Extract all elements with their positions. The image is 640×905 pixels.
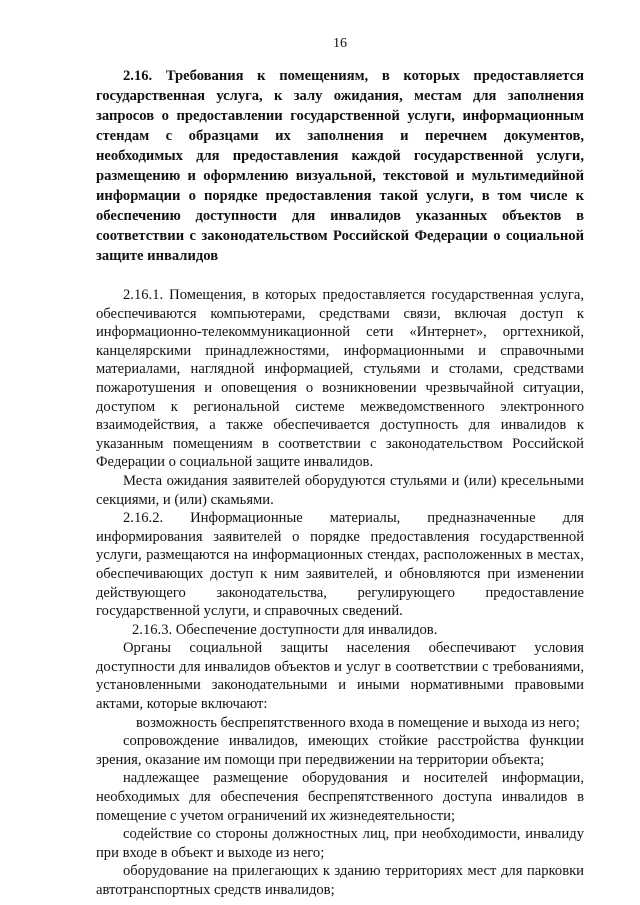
page-number: 16 xyxy=(333,36,347,51)
list-item: сопровождение инвалидов, имеющих стойкие расстройства функции зрения, оказание им помощи при передвижении на территории объекта; xyxy=(96,733,584,768)
list-item: оборудование на прилегающих к зданию территориях мест для парковки автотранспортных средств инвалидов; xyxy=(96,863,584,898)
paragraph-2-16-3: 2.16.3. Обеспечение доступности для инвалидов. xyxy=(132,621,438,638)
paragraph-waiting-places: Места ожидания заявителей оборудуются стульями и (или) кресельными секциями, и (или) скамьями. xyxy=(96,472,584,508)
list-item: содействие со стороны должностных лиц, при необходимости, инвалиду при входе в объект и выходе из него; xyxy=(96,826,584,861)
list-item: надлежащее размещение оборудования и носителей информации, необходимых для обеспечения беспрепятственного доступа инвалидов в помещение с учетом ограничений их жизнедеятельности; xyxy=(96,770,584,824)
paragraph-2-16-1: 2.16.1. Помещения, в которых предоставляется государственная услуга, обеспечиваются компьютерами, средствами связи, включая доступ к информационно-телекоммуникационной сети «Интернет», оргтехникой, канцелярскими принадлежностями, информационными и справочными материалами, наглядной информацией, стульями и столами, средствами пожаротушения и оповещения о возникновении чрезвычайной ситуации, доступом к региональной системе межведомственного электронного взаимодействия, а также обеспечивается доступность для инвалидов к указанным помещениям в соответствии с законодательством Российской Федерации о социальной защите инвалидов. xyxy=(96,287,584,471)
section-heading: 2.16. Требования к помещениям, в которых предоставляется государственная услуга, к залу ожидания, местам для заполнения запросов о предоставлении государственной услуги, информационным стендам с образцами их заполнения и перечнем документов, необходимых для предоставления каждой государственной услуги, размещению и оформлению визуальной, текстовой и мультимедийной информации о порядке предоставления такой услуги, в том числе к обеспечению доступности для инвалидов указанных объектов в соответствии с законодательством Российской Федерации о социальной защите инвалидов xyxy=(96,68,584,264)
document-page xyxy=(96,36,584,900)
paragraph-social-protection: Органы социальной защиты населения обеспечивают условия доступности для инвалидов объектов и услуг в соответствии с требованиями, установленными законодательными и иными нормативными правовыми актами, которые включают: xyxy=(96,640,584,713)
list-item: возможность беспрепятственного входа в помещение и выхода из него; xyxy=(136,714,580,731)
paragraph-2-16-2: 2.16.2. Информационные материалы, предназначенные для информирования заявителей о порядке предоставления государственной услуги, размещаются на информационных стендах, расположенных в местах, обеспечивающих доступ к ним заявителей, и обновляются при изменении действующего законодательства, регулирующего предоставление государственной услуги, и справочных сведений. xyxy=(96,510,584,620)
